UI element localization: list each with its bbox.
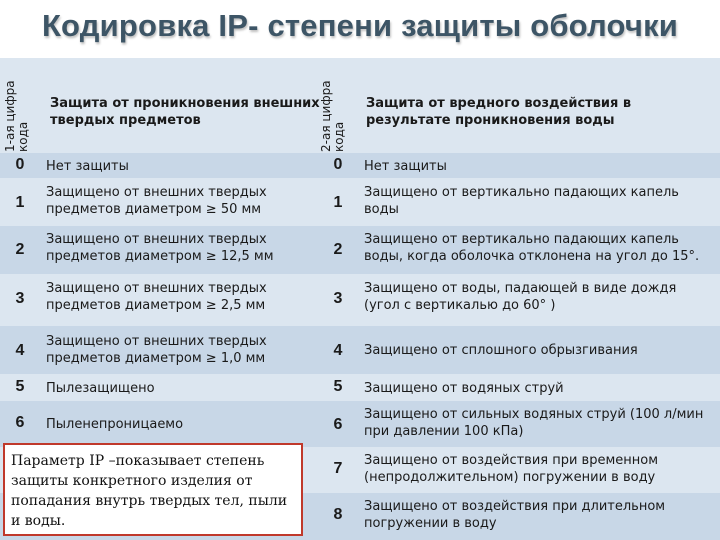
water-header: Защита от вредного воздействия в результате проникновения воды bbox=[366, 96, 632, 128]
first-digit: 1 bbox=[15, 194, 25, 211]
first-digit-header: 1-ая цифра кода bbox=[3, 80, 30, 152]
solids-cell: Пылезащищено bbox=[46, 381, 155, 396]
water-cell: Защищено от воздействия при временном (непродолжительном) погружении в воду bbox=[364, 453, 659, 485]
water-cell: Нет защиты bbox=[364, 159, 447, 174]
second-digit: 2 bbox=[333, 241, 343, 258]
ip-note-box: Параметр IP –показывает степень защиты конкретного изделия от попадания внутрь твердых тел, пыли и воды. bbox=[3, 443, 303, 536]
water-cell: Защищено от вертикально падающих капель воды bbox=[364, 185, 679, 217]
first-digit: 3 bbox=[15, 290, 25, 307]
solids-header: Защита от проникновения внешних твердых предметов bbox=[50, 96, 320, 128]
second-digit: 7 bbox=[333, 460, 343, 477]
first-digit: 0 bbox=[15, 156, 25, 173]
second-digit: 3 bbox=[333, 290, 343, 307]
solids-cell: Защищено от внешних твердых предметов диаметром ≥ 2,5 мм bbox=[46, 281, 267, 313]
first-digit: 2 bbox=[15, 241, 25, 258]
water-cell: Защищено от воды, падающей в виде дождя (угол с вертикалью до 60° ) bbox=[364, 281, 677, 313]
solids-cell: Защищено от внешних твердых предметов диаметром ≥ 50 мм bbox=[46, 185, 267, 217]
second-digit: 8 bbox=[333, 506, 343, 523]
second-digit: 0 bbox=[333, 156, 343, 173]
first-digit: 5 bbox=[15, 378, 25, 395]
first-digit: 4 bbox=[15, 342, 25, 359]
first-digit: 6 bbox=[15, 414, 25, 431]
second-digit: 6 bbox=[333, 416, 343, 433]
water-cell: Защищено от сильных водяных струй (100 л/мин при давлении 100 кПа) bbox=[364, 407, 704, 439]
solids-cell: Защищено от внешних твердых предметов диаметром ≥ 12,5 мм bbox=[46, 232, 274, 264]
solids-cell: Нет защиты bbox=[46, 159, 129, 174]
second-digit: 1 bbox=[333, 194, 343, 211]
second-digit: 5 bbox=[333, 378, 343, 395]
water-cell: Защищено от воздействия при длительном погружении в воду bbox=[364, 499, 666, 531]
second-digit: 4 bbox=[333, 342, 343, 359]
solids-cell: Защищено от внешних твердых предметов диаметром ≥ 1,0 мм bbox=[46, 334, 267, 366]
water-cell: Защищено от сплошного обрызгивания bbox=[364, 343, 638, 358]
water-cell: Защищено от водяных струй bbox=[364, 381, 564, 396]
water-cell: Защищено от вертикально падающих капель воды, когда оболочка отклонена на угол до 15°. bbox=[364, 232, 700, 264]
page-title: Кодировка IP- степени защиты оболочки bbox=[41, 8, 679, 43]
second-digit-header: 2-ая цифра кода bbox=[319, 80, 346, 152]
solids-cell: Пыленепроницаемо bbox=[46, 417, 184, 432]
